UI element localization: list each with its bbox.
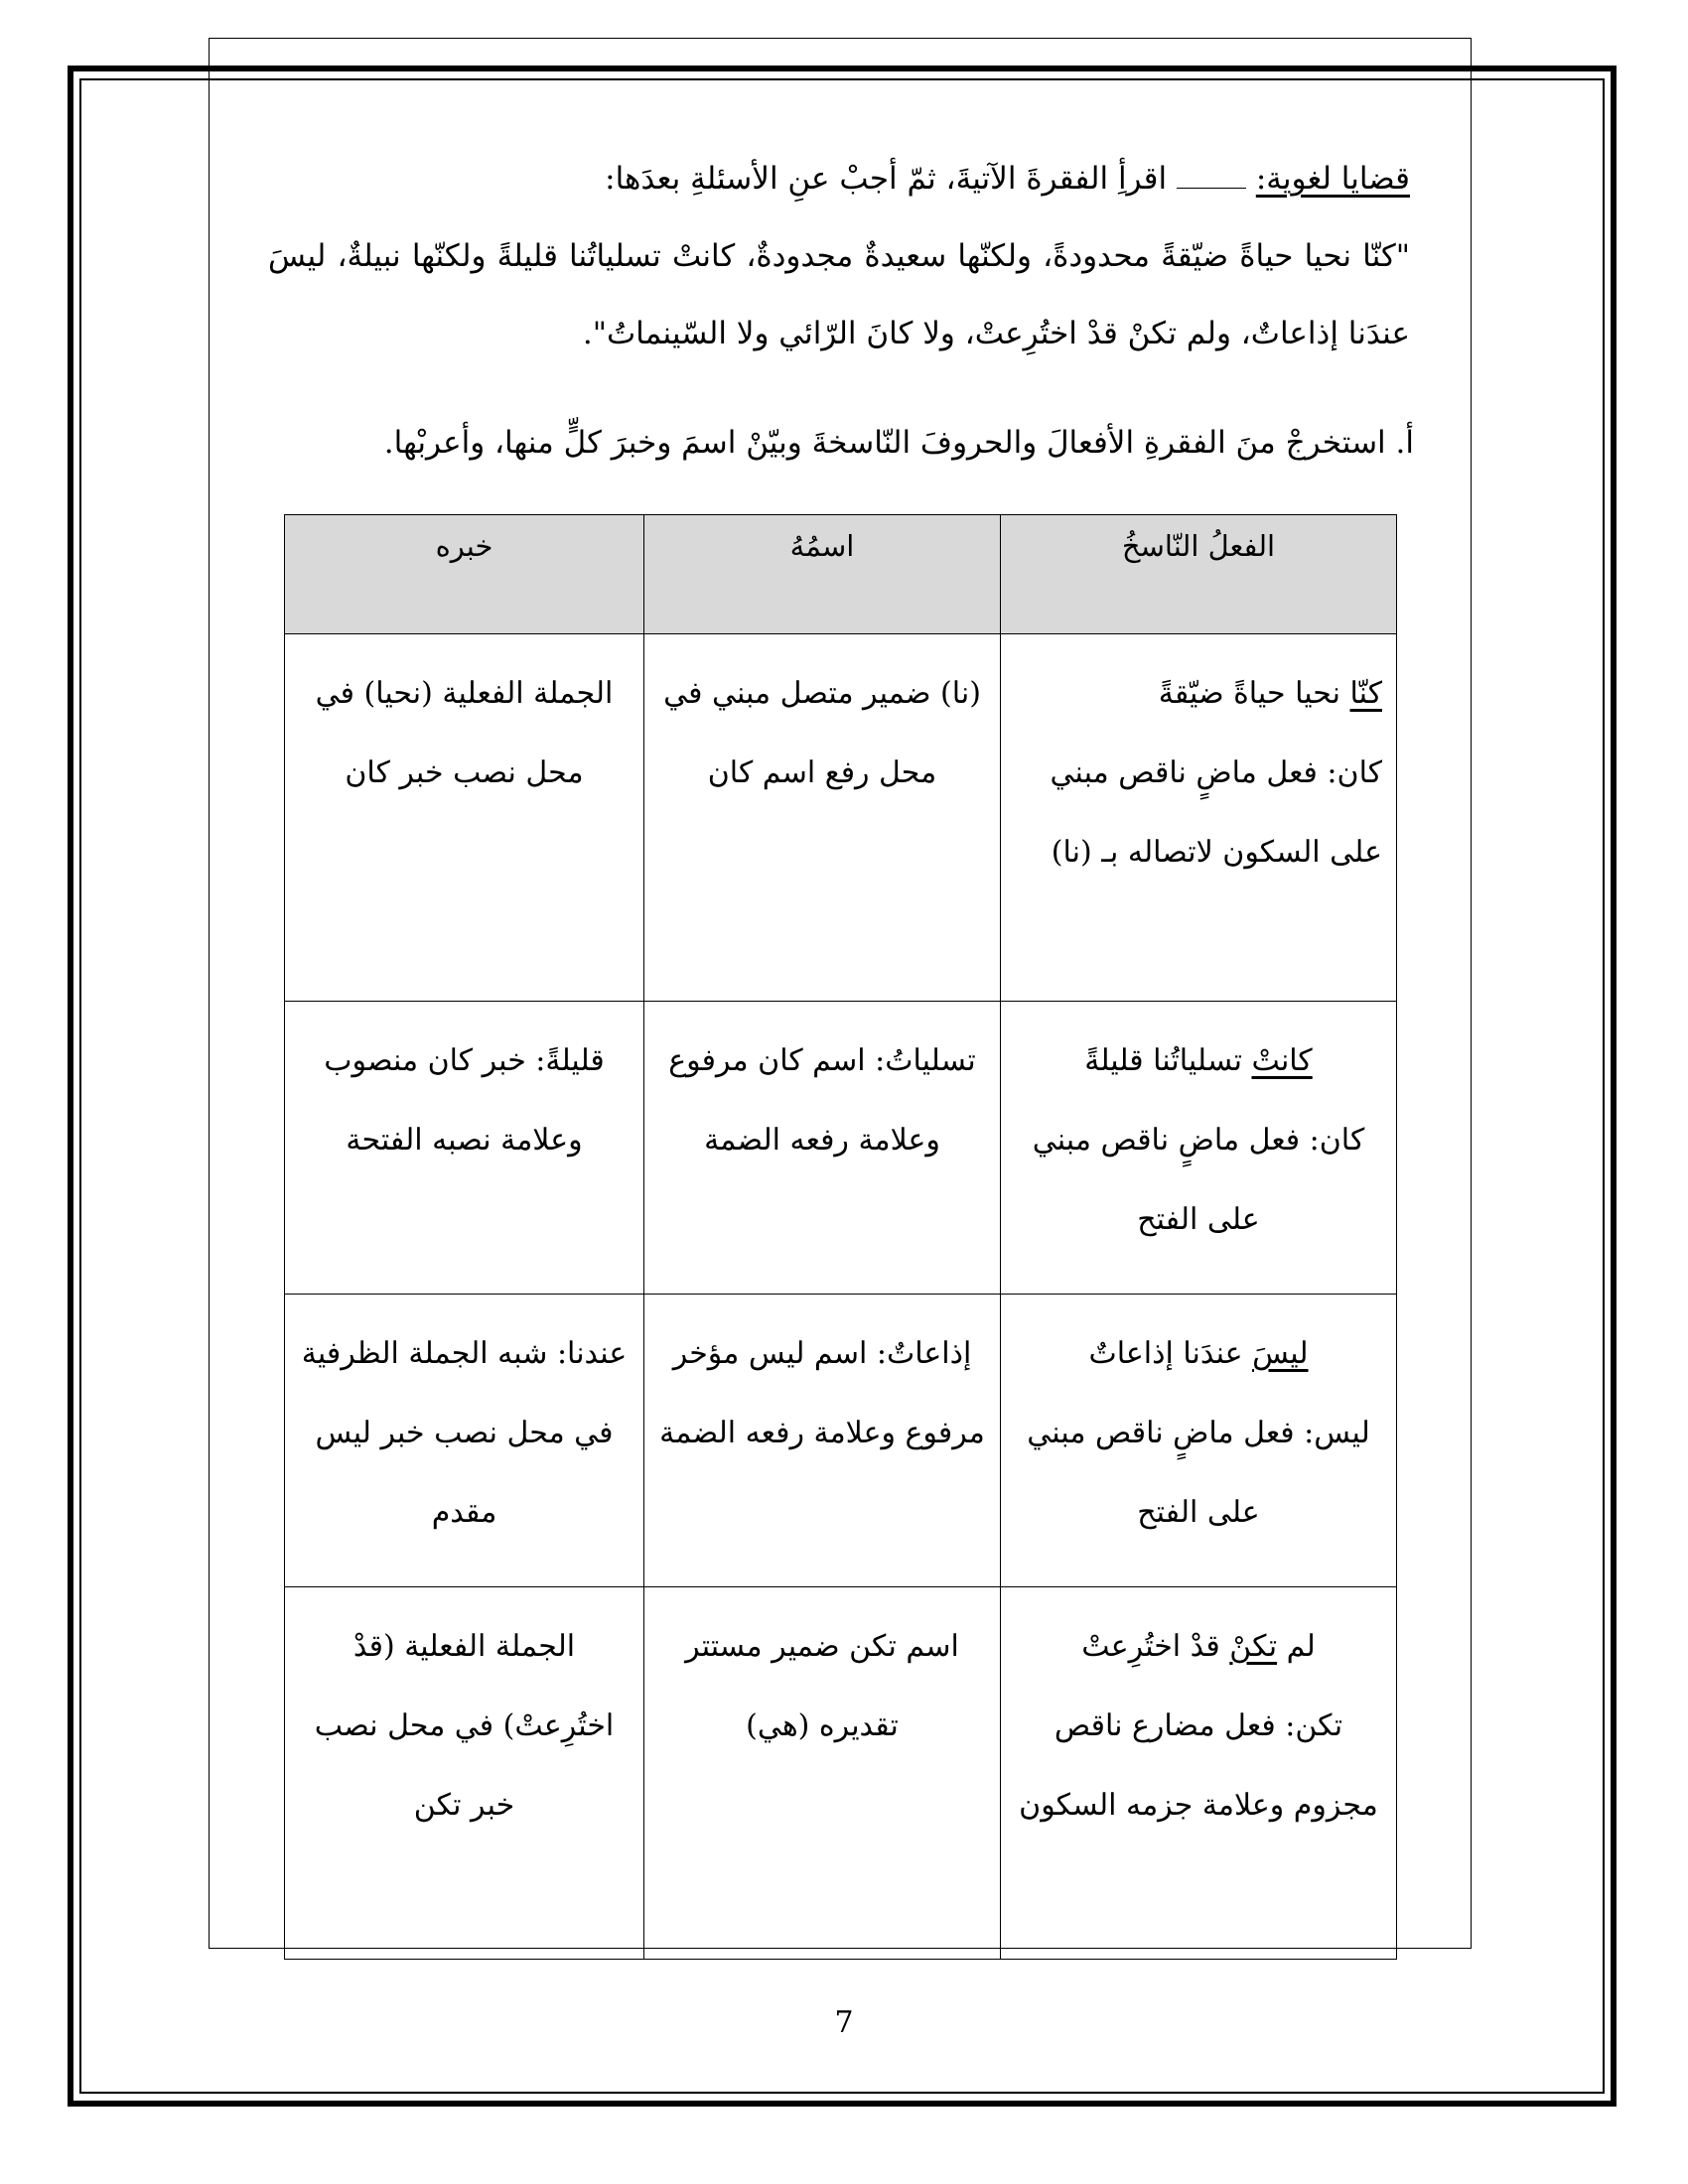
khabar-cell: عندنا: شبه الجملة الظرفية في محل نصب خبر ليس مقدم (285, 1295, 644, 1587)
verb-cell (1001, 1002, 1397, 1295)
khabar-cell: الجملة الفعلية (نحيا) في محل نصب خبر كان (285, 634, 644, 1002)
ism-cell: (نا) ضمير متصل مبني في محل رفع اسم كان (644, 634, 1001, 1002)
khabar-cell: قليلةً: خبر كان منصوب وعلامة نصبه الفتحة (285, 1002, 644, 1295)
header-verb: الفعلُ النّاسخُ (1001, 515, 1397, 634)
khabar-cell: الجملة الفعلية (قدْ اختُرِعتْ) في محل نصب خبر تكن (285, 1587, 644, 1960)
grammar-table (284, 514, 1397, 1960)
table-row (285, 1002, 1397, 1295)
ism-cell: إذاعاتٌ: اسم ليس مؤخر مرفوع وعلامة رفعه الضمة (644, 1295, 1001, 1587)
paragraph-line-1: "كنّا نحيا حياةً ضيّقةً محدودةً، ولكنّها سعيدةٌ مجدودةٌ، كانتْ تسلياتُنا قليلةً ولكنّها نبيلةٌ، ليسَ (268, 238, 1410, 274)
exercise-heading (605, 161, 1410, 197)
heading-title: قضايا لغوية: (1255, 161, 1410, 197)
page-number: 7 (834, 2005, 854, 2040)
ism-cell: تسلياتُ: اسم كان مرفوع وعلامة رفعه الضمة (644, 1002, 1001, 1295)
ism-cell: اسم تكن ضمير مستتر تقديره (هي) (644, 1587, 1001, 1960)
question-a: أ. استخرجْ منَ الفقرةِ الأفعالَ والحروفَ النّاسخةَ وبيّنْ اسمَ وخبرَ كلٍّ منها، وأعربْها. (383, 425, 1414, 461)
heading-gap-line (1177, 187, 1246, 189)
heading-instruction: اقرأِ الفقرةَ الآتيةَ، ثمّ أجبْ عنِ الأسئلةِ بعدَها: (605, 161, 1168, 197)
paragraph-line-2: عندَنا إذاعاتٌ، ولم تكنْ قدْ اختُرِعتْ، ولا كانَ الرّائي ولا السّينماتُ". (582, 316, 1410, 351)
verb-desc: ليس: فعل ماضٍ ناقص مبني على الفتح (1027, 1416, 1370, 1530)
verb-phrase: كانتْ تسلياتُنا قليلةً (1084, 1043, 1313, 1078)
verb-cell (1001, 634, 1397, 1002)
table-header-row (285, 515, 1397, 634)
verb-phrase: ليسَ عندَنا إذاعاتٌ (1088, 1336, 1309, 1371)
verb-phrase: لم تكنْ قدْ اختُرِعتْ (1081, 1629, 1316, 1664)
table-row (285, 1295, 1397, 1587)
table-row (285, 634, 1397, 1002)
verb-desc: تكن: فعل مضارع ناقص مجزوم وعلامة جزمه السكون (1019, 1708, 1378, 1823)
verb-desc: كان: فعل ماضٍ ناقص مبني على الفتح (1032, 1123, 1365, 1237)
verb-cell (1001, 1295, 1397, 1587)
header-ism: اسمُهُ (644, 515, 1001, 634)
table-row (285, 1587, 1397, 1960)
verb-phrase: كنّا نحيا حياةً ضيّقةً (1158, 676, 1382, 711)
header-khabar: خبره (285, 515, 644, 634)
verb-desc: كان: فعل ماضٍ ناقص مبني على السكون لاتصاله بـ (نا) (1050, 755, 1382, 870)
verb-cell (1001, 1587, 1397, 1960)
